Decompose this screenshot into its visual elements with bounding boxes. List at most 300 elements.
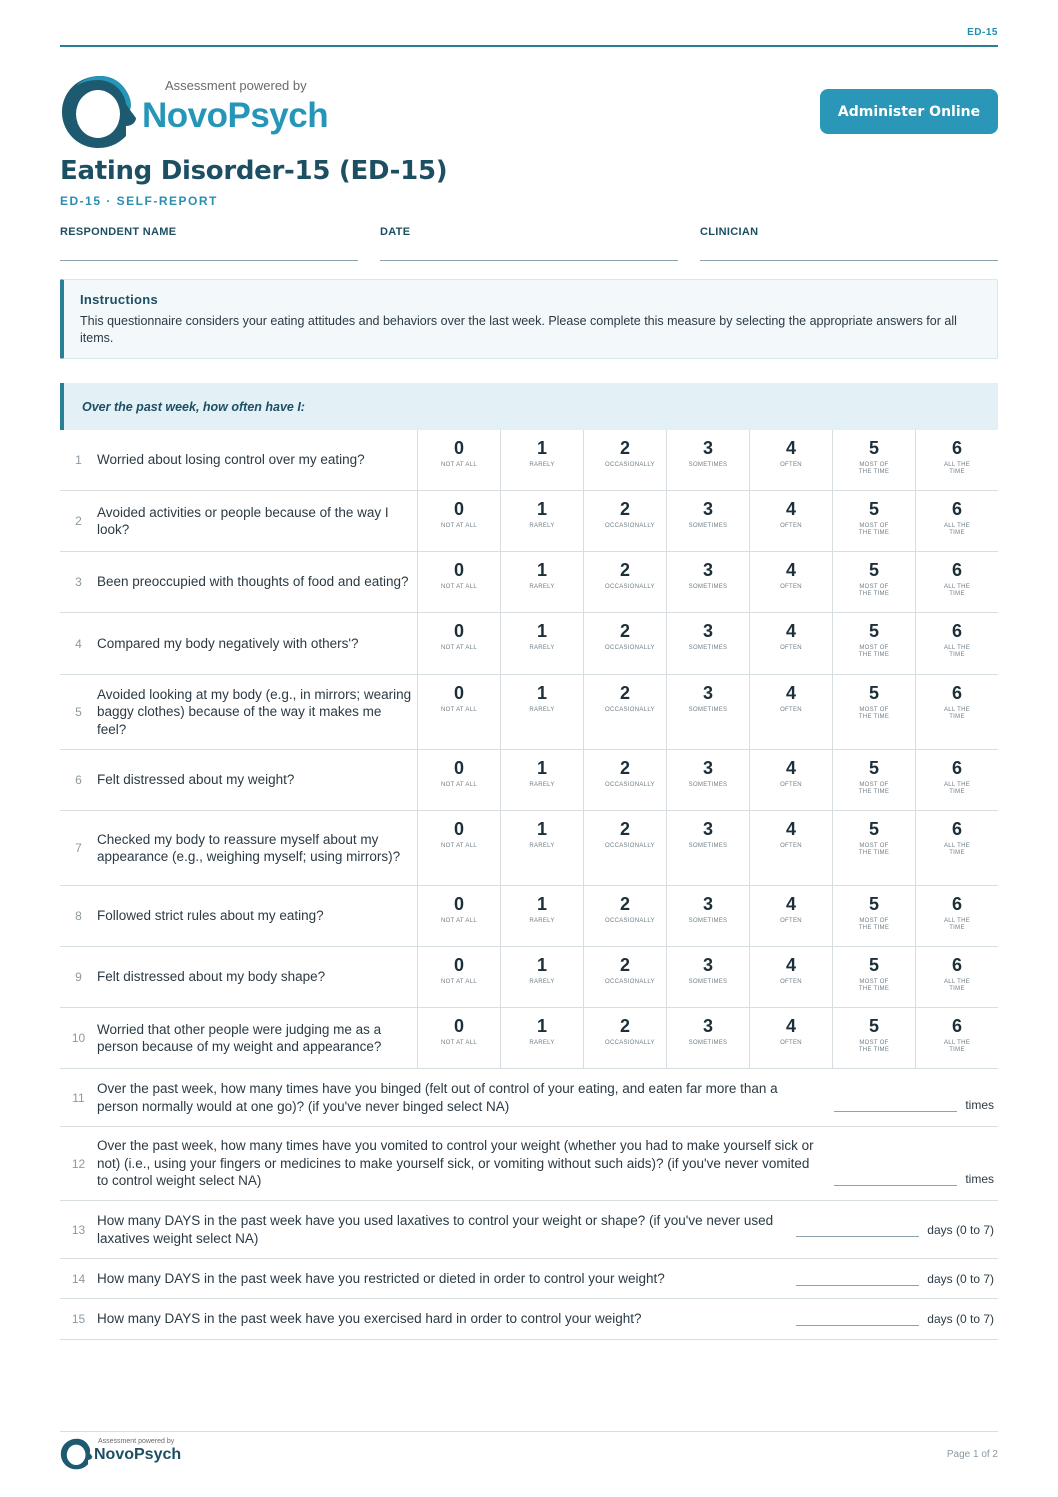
rating-option-0[interactable] bbox=[418, 947, 501, 1007]
rating-label: NOT AT ALL bbox=[440, 979, 478, 985]
rating-option-2[interactable] bbox=[584, 552, 667, 612]
rating-option-6[interactable] bbox=[916, 430, 998, 490]
footer-rule bbox=[60, 1431, 998, 1432]
rating-option-2[interactable] bbox=[584, 947, 667, 1007]
rating-value: 3 bbox=[702, 438, 713, 458]
rating-value: 3 bbox=[702, 1016, 713, 1036]
rating-option-3[interactable] bbox=[667, 811, 750, 885]
field-line[interactable] bbox=[380, 260, 678, 261]
rating-label: OCCASIONALLY bbox=[605, 843, 655, 849]
rating-option-3[interactable] bbox=[667, 430, 750, 490]
question-text: Followed strict rules about my eating? bbox=[97, 908, 324, 924]
question-cell bbox=[60, 886, 418, 946]
rating-label: SOMETIMES bbox=[688, 843, 728, 849]
rating-value: 2 bbox=[619, 560, 630, 580]
rating-label: OFTEN bbox=[780, 584, 802, 590]
table-header: Over the past week, how often have I: bbox=[60, 383, 998, 430]
question-row bbox=[60, 750, 998, 811]
rating-value: 3 bbox=[702, 621, 713, 641]
rating-label: RARELY bbox=[529, 707, 555, 713]
answer-field[interactable] bbox=[796, 1223, 994, 1237]
head-logo-icon bbox=[60, 74, 140, 150]
rating-label: OFTEN bbox=[780, 707, 802, 713]
rating-value: 5 bbox=[868, 683, 879, 703]
rating-label: OFTEN bbox=[780, 523, 802, 529]
question-cell bbox=[60, 750, 418, 810]
code-tag: ED-15 bbox=[967, 27, 998, 38]
rating-label: ALL THE TIME bbox=[943, 843, 971, 856]
rating-value: 5 bbox=[868, 758, 879, 778]
question-cell bbox=[60, 613, 418, 674]
rating-option-6[interactable] bbox=[916, 750, 998, 810]
rating-value: 6 bbox=[951, 560, 962, 580]
rating-label: NOT AT ALL bbox=[440, 462, 478, 468]
top-rule bbox=[60, 45, 998, 47]
rating-option-2[interactable] bbox=[584, 613, 667, 674]
rating-value: 0 bbox=[453, 819, 464, 839]
rating-label: SOMETIMES bbox=[688, 782, 728, 788]
question-text: Felt distressed about my body shape? bbox=[97, 969, 326, 985]
rating-option-6[interactable] bbox=[916, 613, 998, 674]
rating-option-6[interactable] bbox=[916, 675, 998, 749]
rating-option-4[interactable] bbox=[750, 613, 833, 674]
rating-label: RARELY bbox=[529, 523, 555, 529]
question-number: 4 bbox=[75, 636, 82, 651]
page-number: Page 1 of 2 bbox=[946, 1449, 998, 1460]
question-row bbox=[60, 947, 998, 1008]
question-row bbox=[60, 886, 998, 947]
rating-option-6[interactable] bbox=[916, 491, 998, 551]
question-number: 1 bbox=[75, 453, 82, 467]
rating-value: 4 bbox=[785, 819, 796, 839]
rating-label: SOMETIMES bbox=[688, 523, 728, 529]
rating-value: 3 bbox=[702, 819, 713, 839]
rating-label: MOST OF THE TIME bbox=[858, 707, 890, 720]
rating-option-0[interactable] bbox=[418, 491, 501, 551]
rating-value: 0 bbox=[453, 438, 464, 458]
rating-value: 4 bbox=[785, 758, 796, 778]
rating-value: 6 bbox=[951, 1016, 962, 1036]
rating-option-0[interactable] bbox=[418, 750, 501, 810]
field-label: DATE bbox=[380, 226, 411, 238]
rating-option-0[interactable] bbox=[418, 552, 501, 612]
question-number: 5 bbox=[75, 705, 82, 719]
rating-option-3[interactable] bbox=[667, 750, 750, 810]
rating-option-5[interactable] bbox=[833, 886, 916, 946]
rating-option-0[interactable] bbox=[418, 1008, 501, 1068]
rating-option-4[interactable] bbox=[750, 947, 833, 1007]
rating-option-4[interactable] bbox=[750, 552, 833, 612]
question-text: Felt distressed about my weight? bbox=[97, 772, 295, 788]
rating-label: ALL THE TIME bbox=[943, 523, 971, 536]
novopsych-logo bbox=[60, 74, 360, 150]
rating-option-4[interactable] bbox=[750, 1008, 833, 1068]
rating-value: 2 bbox=[619, 621, 630, 641]
answer-field[interactable] bbox=[796, 1272, 994, 1286]
rating-option-4[interactable] bbox=[750, 430, 833, 490]
rating-label: OFTEN bbox=[780, 918, 802, 924]
rating-label: NOT AT ALL bbox=[440, 843, 478, 849]
rating-options bbox=[418, 947, 998, 1007]
rating-value: 0 bbox=[453, 758, 464, 778]
rating-label: OFTEN bbox=[780, 782, 802, 788]
answer-line[interactable] bbox=[796, 1236, 919, 1237]
question-number: 15 bbox=[71, 1312, 86, 1326]
question-number: 2 bbox=[75, 514, 82, 528]
rating-option-3[interactable] bbox=[667, 886, 750, 946]
rating-option-1[interactable] bbox=[501, 750, 584, 810]
rating-option-5[interactable] bbox=[833, 491, 916, 551]
rating-option-4[interactable] bbox=[750, 675, 833, 749]
rating-label: ALL THE TIME bbox=[943, 584, 971, 597]
question-number: 3 bbox=[75, 575, 82, 589]
rating-option-3[interactable] bbox=[667, 491, 750, 551]
rating-value: 1 bbox=[536, 819, 547, 839]
instructions-box bbox=[60, 279, 998, 359]
date-field[interactable] bbox=[380, 226, 678, 261]
rating-value: 1 bbox=[536, 560, 547, 580]
rating-value: 5 bbox=[868, 894, 879, 914]
rating-label: RARELY bbox=[529, 462, 555, 468]
question-number: 7 bbox=[75, 841, 82, 855]
rating-label: NOT AT ALL bbox=[440, 918, 478, 924]
rating-value: 3 bbox=[702, 683, 713, 703]
rating-option-5[interactable] bbox=[833, 613, 916, 674]
rating-option-1[interactable] bbox=[501, 675, 584, 749]
question-cell bbox=[60, 552, 418, 612]
rating-label: MOST OF THE TIME bbox=[858, 645, 890, 658]
rating-value: 6 bbox=[951, 683, 962, 703]
question-row bbox=[60, 491, 998, 552]
question-row bbox=[60, 613, 998, 675]
rating-value: 1 bbox=[536, 683, 547, 703]
rating-value: 4 bbox=[785, 1016, 796, 1036]
rating-value: 5 bbox=[868, 955, 879, 975]
question-number: 14 bbox=[71, 1271, 86, 1286]
question-text: How many DAYS in the past week have you restricted or dieted in order to control your weight? bbox=[97, 1270, 665, 1286]
rating-label: NOT AT ALL bbox=[440, 1040, 478, 1046]
rating-options bbox=[418, 811, 998, 885]
rating-label: RARELY bbox=[529, 584, 555, 590]
question-number: 10 bbox=[71, 1031, 86, 1045]
rating-label: SOMETIMES bbox=[688, 645, 728, 651]
rating-option-1[interactable] bbox=[501, 552, 584, 612]
page-title: Eating Disorder-15 (ED-15) bbox=[60, 156, 448, 186]
rating-option-6[interactable] bbox=[916, 886, 998, 946]
rating-option-5[interactable] bbox=[833, 947, 916, 1007]
rating-option-6[interactable] bbox=[916, 811, 998, 885]
rating-option-1[interactable] bbox=[501, 1008, 584, 1068]
rating-option-1[interactable] bbox=[501, 430, 584, 490]
rating-value: 5 bbox=[868, 438, 879, 458]
rating-option-3[interactable] bbox=[667, 1008, 750, 1068]
rating-options bbox=[418, 613, 998, 674]
answer-line[interactable] bbox=[796, 1285, 919, 1286]
rating-label: RARELY bbox=[529, 843, 555, 849]
page-subtitle: ED-15 · SELF-REPORT bbox=[60, 194, 218, 208]
rating-option-0[interactable] bbox=[418, 613, 501, 674]
rating-option-5[interactable] bbox=[833, 811, 916, 885]
rating-options bbox=[418, 1008, 998, 1068]
rating-label: OFTEN bbox=[780, 645, 802, 651]
question-row bbox=[60, 1008, 998, 1069]
rating-label: RARELY bbox=[529, 979, 555, 985]
answer-unit: times bbox=[965, 1098, 994, 1112]
rating-value: 0 bbox=[453, 955, 464, 975]
rating-label: MOST OF THE TIME bbox=[858, 979, 890, 992]
rating-value: 2 bbox=[619, 955, 630, 975]
rating-label: OCCASIONALLY bbox=[605, 584, 655, 590]
answer-field[interactable] bbox=[796, 1312, 994, 1326]
rating-options bbox=[418, 430, 998, 490]
rating-option-4[interactable] bbox=[750, 811, 833, 885]
rating-value: 6 bbox=[951, 758, 962, 778]
question-text: Checked my body to reassure myself about my appearance (e.g., weighing myself; using mirrors)? bbox=[97, 831, 401, 864]
rating-option-4[interactable] bbox=[750, 491, 833, 551]
question-row bbox=[60, 811, 998, 886]
rating-label: MOST OF THE TIME bbox=[858, 843, 890, 856]
answer-unit: days (0 to 7) bbox=[927, 1271, 994, 1286]
entry-row bbox=[60, 1127, 998, 1201]
entry-row bbox=[60, 1069, 998, 1127]
rating-value: 0 bbox=[453, 1016, 464, 1036]
rating-value: 6 bbox=[951, 499, 962, 519]
rating-value: 4 bbox=[785, 955, 796, 975]
rating-value: 1 bbox=[536, 955, 547, 975]
rating-value: 3 bbox=[702, 955, 713, 975]
rating-label: OCCASIONALLY bbox=[605, 462, 655, 468]
rating-label: NOT AT ALL bbox=[440, 707, 478, 713]
rating-label: OFTEN bbox=[780, 979, 802, 985]
rating-option-0[interactable] bbox=[418, 886, 501, 946]
rating-value: 5 bbox=[868, 621, 879, 641]
question-cell bbox=[60, 947, 418, 1007]
answer-line[interactable] bbox=[834, 1185, 957, 1186]
field-line[interactable] bbox=[60, 260, 358, 261]
logo-wordmark: NovoPsych bbox=[142, 96, 329, 135]
rating-value: 1 bbox=[536, 499, 547, 519]
rating-value: 2 bbox=[619, 894, 630, 914]
rating-option-5[interactable] bbox=[833, 552, 916, 612]
rating-label: OFTEN bbox=[780, 462, 802, 468]
rating-value: 2 bbox=[619, 758, 630, 778]
answer-line[interactable] bbox=[796, 1325, 919, 1326]
rating-value: 3 bbox=[702, 560, 713, 580]
rating-label: MOST OF THE TIME bbox=[858, 1040, 890, 1053]
rating-label: SOMETIMES bbox=[688, 462, 728, 468]
rating-value: 4 bbox=[785, 621, 796, 641]
rating-option-4[interactable] bbox=[750, 886, 833, 946]
rating-option-2[interactable] bbox=[584, 811, 667, 885]
rating-option-4[interactable] bbox=[750, 750, 833, 810]
rating-option-0[interactable] bbox=[418, 675, 501, 749]
rating-value: 0 bbox=[453, 499, 464, 519]
rating-label: MOST OF THE TIME bbox=[858, 782, 890, 795]
rating-label: OCCASIONALLY bbox=[605, 523, 655, 529]
rating-option-6[interactable] bbox=[916, 552, 998, 612]
rating-value: 0 bbox=[453, 621, 464, 641]
questionnaire-rows bbox=[60, 430, 998, 1340]
field-label: CLINICIAN bbox=[700, 226, 759, 238]
rating-label: ALL THE TIME bbox=[943, 462, 971, 475]
rating-label: NOT AT ALL bbox=[440, 523, 478, 529]
rating-option-2[interactable] bbox=[584, 491, 667, 551]
field-line[interactable] bbox=[700, 260, 998, 261]
question-row bbox=[60, 552, 998, 613]
rating-value: 2 bbox=[619, 438, 630, 458]
rating-label: NOT AT ALL bbox=[440, 645, 478, 651]
rating-label: RARELY bbox=[529, 782, 555, 788]
rating-option-3[interactable] bbox=[667, 613, 750, 674]
question-cell bbox=[60, 675, 418, 749]
rating-value: 5 bbox=[868, 499, 879, 519]
rating-option-5[interactable] bbox=[833, 1008, 916, 1068]
rating-option-3[interactable] bbox=[667, 947, 750, 1007]
rating-option-2[interactable] bbox=[584, 430, 667, 490]
logo-subtitle: Assessment powered by bbox=[165, 78, 307, 93]
rating-value: 6 bbox=[951, 955, 962, 975]
rating-label: OCCASIONALLY bbox=[605, 918, 655, 924]
question-text: Over the past week, how many times have you vomited to control your weight (whether you had to make yourself sick or not) (i.e., using your fingers or medicines to make yourself sick, or vomiting without such aids)? (if you've never vomited to control weight select NA) bbox=[97, 1138, 814, 1189]
rating-option-2[interactable] bbox=[584, 750, 667, 810]
rating-option-1[interactable] bbox=[501, 947, 584, 1007]
rating-label: RARELY bbox=[529, 1040, 555, 1046]
rating-label: MOST OF THE TIME bbox=[858, 462, 890, 475]
question-number: 12 bbox=[71, 1156, 86, 1171]
rating-value: 2 bbox=[619, 1016, 630, 1036]
rating-value: 2 bbox=[619, 683, 630, 703]
rating-label: SOMETIMES bbox=[688, 979, 728, 985]
question-cell bbox=[60, 430, 418, 490]
question-text: Worried that other people were judging me as a person because of my weight and appearance? bbox=[97, 1021, 382, 1054]
rating-option-1[interactable] bbox=[501, 491, 584, 551]
rating-label: OCCASIONALLY bbox=[605, 782, 655, 788]
rating-label: SOMETIMES bbox=[688, 584, 728, 590]
rating-value: 1 bbox=[536, 438, 547, 458]
rating-label: MOST OF THE TIME bbox=[858, 584, 890, 597]
rating-label: SOMETIMES bbox=[688, 918, 728, 924]
rating-value: 6 bbox=[951, 438, 962, 458]
question-row bbox=[60, 675, 998, 750]
rating-option-2[interactable] bbox=[584, 1008, 667, 1068]
question-number: 8 bbox=[75, 909, 82, 923]
rating-option-6[interactable] bbox=[916, 947, 998, 1007]
answer-field[interactable] bbox=[834, 1172, 994, 1186]
rating-option-0[interactable] bbox=[418, 430, 501, 490]
respondent-name-field[interactable] bbox=[60, 226, 358, 261]
question-text: Been preoccupied with thoughts of food and eating? bbox=[97, 574, 409, 590]
clinician-field[interactable] bbox=[700, 226, 998, 261]
rating-value: 6 bbox=[951, 621, 962, 641]
rating-label: ALL THE TIME bbox=[943, 1040, 971, 1053]
rating-value: 0 bbox=[453, 894, 464, 914]
rating-options bbox=[418, 750, 998, 810]
page bbox=[60, 0, 998, 1497]
rating-value: 3 bbox=[702, 894, 713, 914]
question-row bbox=[60, 430, 998, 491]
rating-label: ALL THE TIME bbox=[943, 707, 971, 720]
rating-value: 5 bbox=[868, 560, 879, 580]
rating-options bbox=[418, 886, 998, 946]
rating-label: ALL THE TIME bbox=[943, 645, 971, 658]
question-text: Avoided activities or people because of the way I look? bbox=[97, 504, 389, 537]
rating-value: 6 bbox=[951, 894, 962, 914]
answer-unit: times bbox=[965, 1172, 994, 1186]
rating-option-3[interactable] bbox=[667, 675, 750, 749]
rating-option-1[interactable] bbox=[501, 613, 584, 674]
rating-label: MOST OF THE TIME bbox=[858, 918, 890, 931]
rating-label: OFTEN bbox=[780, 843, 802, 849]
rating-label: SOMETIMES bbox=[688, 1040, 728, 1046]
instructions-title: Instructions bbox=[80, 292, 158, 307]
rating-option-1[interactable] bbox=[501, 811, 584, 885]
rating-option-0[interactable] bbox=[418, 811, 501, 885]
rating-value: 0 bbox=[453, 560, 464, 580]
question-text: How many DAYS in the past week have you used laxatives to control your weight or shape? (if you've never used laxatives weight select NA) bbox=[97, 1213, 774, 1246]
rating-value: 1 bbox=[536, 1016, 547, 1036]
answer-field[interactable] bbox=[834, 1098, 994, 1112]
answer-unit: days (0 to 7) bbox=[927, 1312, 994, 1326]
head-logo-icon bbox=[60, 1437, 94, 1471]
answer-line[interactable] bbox=[834, 1111, 957, 1112]
rating-option-5[interactable] bbox=[833, 750, 916, 810]
rating-label: ALL THE TIME bbox=[943, 918, 971, 931]
rating-option-6[interactable] bbox=[916, 1008, 998, 1068]
rating-value: 1 bbox=[536, 894, 547, 914]
rating-value: 4 bbox=[785, 560, 796, 580]
rating-option-2[interactable] bbox=[584, 886, 667, 946]
rating-value: 2 bbox=[619, 819, 630, 839]
rating-options bbox=[418, 675, 998, 749]
rating-value: 4 bbox=[785, 894, 796, 914]
question-text: Over the past week, how many times have you binged (felt out of control of your eating, and eaten far more than a person normally would at one go)? (if you've never binged select NA) bbox=[97, 1081, 778, 1114]
rating-options bbox=[418, 491, 998, 551]
rating-value: 3 bbox=[702, 758, 713, 778]
entry-row bbox=[60, 1299, 998, 1340]
question-cell bbox=[60, 811, 418, 885]
rating-option-5[interactable] bbox=[833, 430, 916, 490]
rating-option-5[interactable] bbox=[833, 675, 916, 749]
footer-logo-wordmark: NovoPsych bbox=[94, 1446, 182, 1463]
rating-option-3[interactable] bbox=[667, 552, 750, 612]
rating-option-2[interactable] bbox=[584, 675, 667, 749]
field-label: RESPONDENT NAME bbox=[60, 226, 177, 238]
instructions-body: This questionnaire considers your eating attitudes and behaviors over the last week. Please complete this measure by selecting the appropriate answers for all items. bbox=[80, 314, 957, 345]
answer-unit: days (0 to 7) bbox=[927, 1222, 994, 1237]
question-text: How many DAYS in the past week have you exercised hard in order to control your weight? bbox=[97, 1311, 642, 1327]
question-cell bbox=[60, 1008, 418, 1068]
rating-label: OCCASIONALLY bbox=[605, 1040, 655, 1046]
rating-value: 4 bbox=[785, 683, 796, 703]
rating-label: OCCASIONALLY bbox=[605, 645, 655, 651]
rating-value: 2 bbox=[619, 499, 630, 519]
entry-row bbox=[60, 1259, 998, 1299]
rating-value: 4 bbox=[785, 438, 796, 458]
rating-value: 1 bbox=[536, 758, 547, 778]
question-number: 6 bbox=[75, 773, 82, 787]
rating-value: 6 bbox=[951, 819, 962, 839]
question-number: 9 bbox=[75, 970, 82, 984]
rating-label: RARELY bbox=[529, 918, 555, 924]
rating-label: MOST OF THE TIME bbox=[858, 523, 890, 536]
question-text: Compared my body negatively with others'? bbox=[97, 635, 359, 651]
rating-label: RARELY bbox=[529, 645, 555, 651]
question-text: Avoided looking at my body (e.g., in mirrors; wearing baggy clothes) because of the way it makes me feel? bbox=[97, 686, 412, 737]
administer-online-button[interactable]: Administer Online bbox=[820, 89, 998, 134]
question-text: Worried about losing control over my eating? bbox=[97, 452, 365, 468]
rating-option-1[interactable] bbox=[501, 886, 584, 946]
question-number: 13 bbox=[71, 1222, 86, 1237]
